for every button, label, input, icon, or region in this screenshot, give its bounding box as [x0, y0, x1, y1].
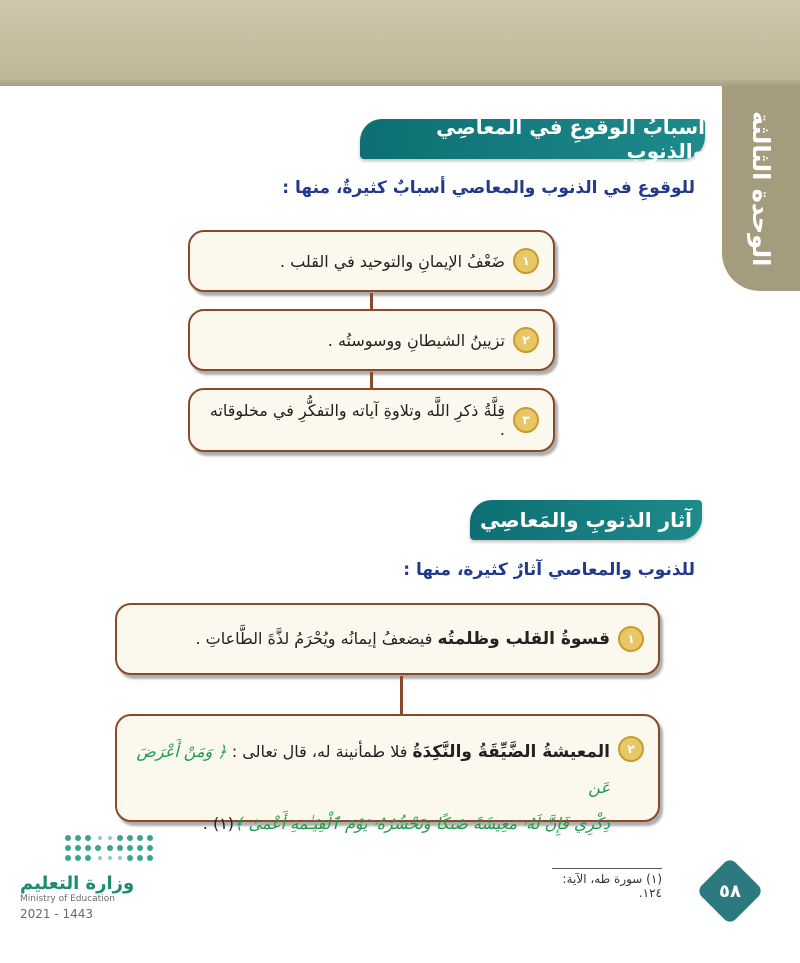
cause-text-1: ضَعْفُ الإيمانِ والتوحيد في القلب .	[280, 251, 505, 271]
section1-intro: للوقوعِ في الذنوب والمعاصي أسبابٌ كثيرةٌ، منها :	[282, 178, 695, 198]
quran-verse-line1: ﴿ وَمَنْ أَعْرَضَ عَن	[136, 742, 610, 797]
effect-title-2: المعيشةُ الضَّيِّقَةُ والنَّكِدَةُ	[412, 742, 610, 762]
number-badge: ٢	[618, 736, 644, 762]
number-badge: ٣	[513, 407, 539, 433]
effect-text-1	[195, 629, 610, 649]
ministry-logo-icon	[58, 830, 168, 870]
ministry-name-en: Ministry of Education	[20, 894, 115, 904]
effect-box-1	[115, 603, 660, 675]
number-badge: ٢	[513, 327, 539, 353]
cause-text-3: قِلَّةُ ذكرِ اللَّه وتلاوةِ آياته والتفكُّرِ في مخلوقاته .	[209, 401, 505, 439]
connector-line	[370, 372, 373, 388]
footnote: (١) سورة طه، الآية: ١٢٤.	[552, 868, 662, 900]
section2-heading: آثار الذنوبِ والمَعاصِي	[470, 500, 702, 540]
number-badge: ١	[618, 626, 644, 652]
connector-line	[400, 676, 403, 714]
section1-heading: أسبابُ الوقوعِ في المعاصِي والذنوب	[360, 119, 705, 159]
effect-desc-1: فيضعفُ إيمانُه ويُحْرَمُ لذَّةَ الطَّاعاتِ .	[195, 629, 438, 648]
ministry-name-ar: وزارة التعليم	[20, 873, 135, 894]
connector-line	[370, 293, 373, 309]
cause-text-2: تزيينُ الشيطانِ ووسوستُه .	[327, 330, 505, 350]
number-badge: ١	[513, 248, 539, 274]
quran-verse-line2: ذِكْرِي فَإِنَّ لَهُۥ مَعِيشَةً ضَنكًا وَنَحْشُرُهُۥ يَوْمَ ٱلْقِيَـٰمَةِ أَعْمَىٰ ﴾	[234, 814, 610, 833]
ministry-year: 2021 - 1443	[20, 907, 94, 921]
cause-box-1	[188, 230, 555, 292]
effect-desc-2: فلا طمأنينة له، قال تعالى :	[226, 742, 413, 761]
page-number: ٥٨	[719, 880, 741, 902]
cause-box-3	[188, 388, 555, 452]
unit-label: الوحدة الثالثة	[747, 110, 775, 267]
footnote-ref: (١) .	[202, 814, 235, 833]
section2-intro: للذنوب والمعاصي آثارٌ كثيرة، منها :	[403, 560, 695, 580]
effect-box-2	[115, 714, 660, 833]
effect-title-1: قسوةُ القلب وظلمتُه	[437, 629, 610, 649]
top-decorative-band	[0, 0, 800, 86]
unit-side-tab	[722, 86, 800, 291]
cause-box-2	[188, 309, 555, 371]
effect-text-2	[127, 734, 610, 842]
